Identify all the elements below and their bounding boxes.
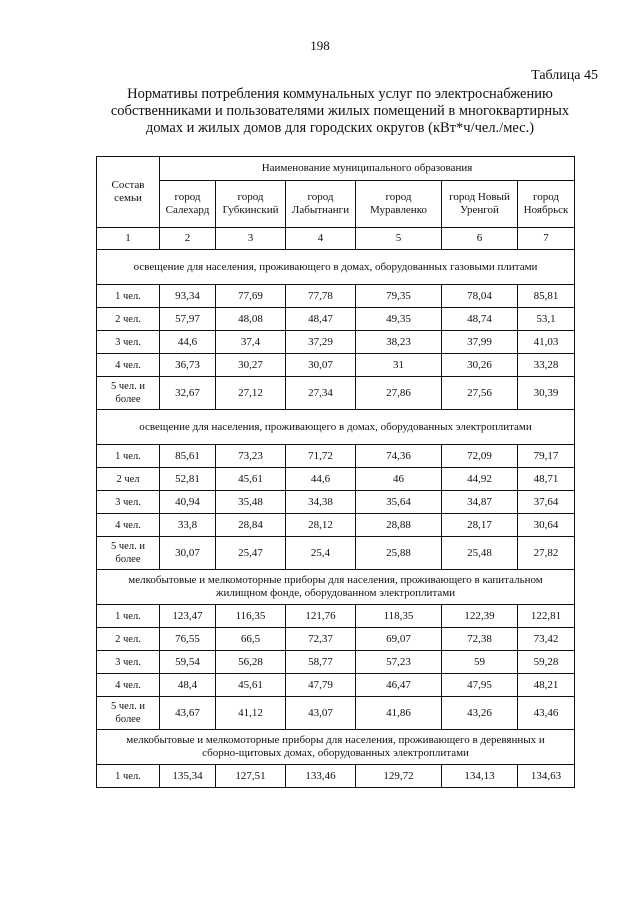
family-size-cell: 3 чел. xyxy=(97,491,160,514)
value-cell: 35,64 xyxy=(356,491,442,514)
table-row xyxy=(97,651,575,674)
value-cell: 41,03 xyxy=(518,331,575,354)
value-cell: 27,12 xyxy=(216,377,286,410)
value-cell: 74,36 xyxy=(356,445,442,468)
family-size-cell: 5 чел. и более xyxy=(97,537,160,570)
value-cell: 40,94 xyxy=(160,491,216,514)
column-number: 4 xyxy=(286,228,356,250)
value-cell: 43,26 xyxy=(442,697,518,730)
value-cell: 78,04 xyxy=(442,285,518,308)
value-cell: 72,09 xyxy=(442,445,518,468)
value-cell: 48,74 xyxy=(442,308,518,331)
value-cell: 57,23 xyxy=(356,651,442,674)
value-cell: 27,82 xyxy=(518,537,575,570)
value-cell: 33,8 xyxy=(160,514,216,537)
header-city: город Салехард xyxy=(160,181,216,228)
section-row xyxy=(97,570,575,605)
value-cell: 48,47 xyxy=(286,308,356,331)
value-cell: 30,07 xyxy=(286,354,356,377)
family-size-cell: 1 чел. xyxy=(97,765,160,788)
column-number: 6 xyxy=(442,228,518,250)
table-row xyxy=(97,468,575,491)
family-size-cell: 1 чел. xyxy=(97,445,160,468)
value-cell: 44,6 xyxy=(160,331,216,354)
table-row xyxy=(97,354,575,377)
value-cell: 59,54 xyxy=(160,651,216,674)
value-cell: 59 xyxy=(442,651,518,674)
page-number: 198 xyxy=(310,38,330,53)
header-city: город Новый Уренгой xyxy=(442,181,518,228)
family-size-cell: 5 чел. и более xyxy=(97,377,160,410)
section-title: мелкобытовые и мелкомоторные приборы для населения, проживающего в деревянных и сборно-щитовых домах, оборудованных электроплитами xyxy=(97,730,575,765)
table-row xyxy=(97,377,575,410)
value-cell: 28,88 xyxy=(356,514,442,537)
value-cell: 76,55 xyxy=(160,628,216,651)
value-cell: 30,39 xyxy=(518,377,575,410)
family-size-cell: 5 чел. и более xyxy=(97,697,160,730)
table-row xyxy=(97,697,575,730)
value-cell: 37,64 xyxy=(518,491,575,514)
value-cell: 127,51 xyxy=(216,765,286,788)
value-cell: 121,76 xyxy=(286,605,356,628)
column-number: 3 xyxy=(216,228,286,250)
section-title: мелкобытовые и мелкомоторные приборы для населения, проживающего в капитальном жилищном фонде, оборудованном электроплитами xyxy=(97,570,575,605)
value-cell: 41,86 xyxy=(356,697,442,730)
table-row xyxy=(97,331,575,354)
family-size-cell: 3 чел. xyxy=(97,331,160,354)
value-cell: 135,34 xyxy=(160,765,216,788)
value-cell: 48,71 xyxy=(518,468,575,491)
value-cell: 27,34 xyxy=(286,377,356,410)
value-cell: 122,81 xyxy=(518,605,575,628)
value-cell: 27,86 xyxy=(356,377,442,410)
value-cell: 31 xyxy=(356,354,442,377)
value-cell: 47,95 xyxy=(442,674,518,697)
value-cell: 28,17 xyxy=(442,514,518,537)
table-row xyxy=(97,765,575,788)
value-cell: 43,67 xyxy=(160,697,216,730)
value-cell: 77,69 xyxy=(216,285,286,308)
table-number: Таблица 45 xyxy=(531,68,598,83)
header-family: Состав семьи xyxy=(97,157,160,228)
value-cell: 28,12 xyxy=(286,514,356,537)
value-cell: 133,46 xyxy=(286,765,356,788)
value-cell: 69,07 xyxy=(356,628,442,651)
table-row xyxy=(97,674,575,697)
value-cell: 134,63 xyxy=(518,765,575,788)
table-row xyxy=(97,491,575,514)
value-cell: 37,4 xyxy=(216,331,286,354)
section-title: освещение для населения, проживающего в домах, оборудованных электроплитами xyxy=(97,410,575,445)
value-cell: 116,35 xyxy=(216,605,286,628)
value-cell: 118,35 xyxy=(356,605,442,628)
value-cell: 41,12 xyxy=(216,697,286,730)
table-row xyxy=(97,445,575,468)
value-cell: 134,13 xyxy=(442,765,518,788)
value-cell: 47,79 xyxy=(286,674,356,697)
value-cell: 33,28 xyxy=(518,354,575,377)
value-cell: 59,28 xyxy=(518,651,575,674)
value-cell: 43,46 xyxy=(518,697,575,730)
value-cell: 27,56 xyxy=(442,377,518,410)
value-cell: 35,48 xyxy=(216,491,286,514)
value-cell: 49,35 xyxy=(356,308,442,331)
table-row xyxy=(97,514,575,537)
value-cell: 48,08 xyxy=(216,308,286,331)
value-cell: 34,38 xyxy=(286,491,356,514)
value-cell: 85,81 xyxy=(518,285,575,308)
table-row xyxy=(97,605,575,628)
value-cell: 79,17 xyxy=(518,445,575,468)
section-title: освещение для населения, проживающего в домах, оборудованных газовыми плитами xyxy=(97,250,575,285)
value-cell: 48,21 xyxy=(518,674,575,697)
value-cell: 72,37 xyxy=(286,628,356,651)
value-cell: 38,23 xyxy=(356,331,442,354)
value-cell: 45,61 xyxy=(216,674,286,697)
value-cell: 30,64 xyxy=(518,514,575,537)
header-municipality: Наименование муниципального образования xyxy=(160,157,575,181)
value-cell: 46 xyxy=(356,468,442,491)
family-size-cell: 4 чел. xyxy=(97,514,160,537)
header-city: город Муравленко xyxy=(356,181,442,228)
family-size-cell: 2 чел. xyxy=(97,308,160,331)
value-cell: 73,42 xyxy=(518,628,575,651)
value-cell: 53,1 xyxy=(518,308,575,331)
value-cell: 79,35 xyxy=(356,285,442,308)
value-cell: 66,5 xyxy=(216,628,286,651)
value-cell: 44,92 xyxy=(442,468,518,491)
value-cell: 45,61 xyxy=(216,468,286,491)
table-row xyxy=(97,285,575,308)
value-cell: 25,4 xyxy=(286,537,356,570)
value-cell: 25,88 xyxy=(356,537,442,570)
value-cell: 37,99 xyxy=(442,331,518,354)
value-cell: 43,07 xyxy=(286,697,356,730)
value-cell: 52,81 xyxy=(160,468,216,491)
value-cell: 57,97 xyxy=(160,308,216,331)
value-cell: 71,72 xyxy=(286,445,356,468)
table-row xyxy=(97,308,575,331)
column-number: 7 xyxy=(518,228,575,250)
value-cell: 30,07 xyxy=(160,537,216,570)
value-cell: 32,67 xyxy=(160,377,216,410)
value-cell: 36,73 xyxy=(160,354,216,377)
value-cell: 25,47 xyxy=(216,537,286,570)
value-cell: 123,47 xyxy=(160,605,216,628)
value-cell: 129,72 xyxy=(356,765,442,788)
table-title: Нормативы потребления коммунальных услуг по электроснабжению собственниками и пользователями жилых помещений в многоквартирных домах и жилых домов для городских округов (кВт*ч/чел./мес.) xyxy=(110,86,570,136)
value-cell: 56,28 xyxy=(216,651,286,674)
family-size-cell: 2 чел xyxy=(97,468,160,491)
header-city: город Ноябрьск xyxy=(518,181,575,228)
value-cell: 58,77 xyxy=(286,651,356,674)
section-row xyxy=(97,410,575,445)
value-cell: 30,26 xyxy=(442,354,518,377)
value-cell: 37,29 xyxy=(286,331,356,354)
section-row xyxy=(97,250,575,285)
column-number: 2 xyxy=(160,228,216,250)
norms-table xyxy=(96,156,575,788)
value-cell: 77,78 xyxy=(286,285,356,308)
table-row xyxy=(97,628,575,651)
column-number: 5 xyxy=(356,228,442,250)
value-cell: 85,61 xyxy=(160,445,216,468)
value-cell: 72,38 xyxy=(442,628,518,651)
family-size-cell: 1 чел. xyxy=(97,605,160,628)
family-size-cell: 1 чел. xyxy=(97,285,160,308)
family-size-cell: 3 чел. xyxy=(97,651,160,674)
value-cell: 93,34 xyxy=(160,285,216,308)
value-cell: 30,27 xyxy=(216,354,286,377)
section-row xyxy=(97,730,575,765)
family-size-cell: 4 чел. xyxy=(97,674,160,697)
value-cell: 46,47 xyxy=(356,674,442,697)
column-number: 1 xyxy=(97,228,160,250)
value-cell: 73,23 xyxy=(216,445,286,468)
header-city: город Губкинский xyxy=(216,181,286,228)
value-cell: 122,39 xyxy=(442,605,518,628)
value-cell: 44,6 xyxy=(286,468,356,491)
table-row xyxy=(97,537,575,570)
header-city: город Лабытнанги xyxy=(286,181,356,228)
value-cell: 48,4 xyxy=(160,674,216,697)
family-size-cell: 2 чел. xyxy=(97,628,160,651)
family-size-cell: 4 чел. xyxy=(97,354,160,377)
value-cell: 25,48 xyxy=(442,537,518,570)
value-cell: 28,84 xyxy=(216,514,286,537)
value-cell: 34,87 xyxy=(442,491,518,514)
